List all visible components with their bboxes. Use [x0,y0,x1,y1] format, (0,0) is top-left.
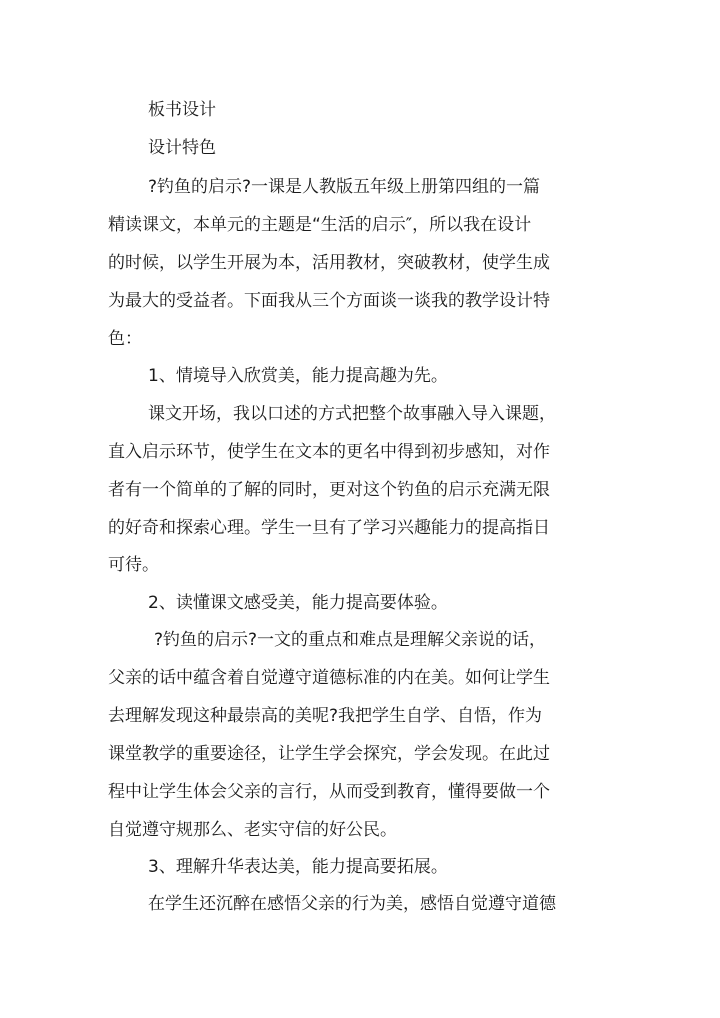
section-2-line: 父亲的话中蕴含着自觉遵守道德标准的内在美。如何让学生 [108,668,550,688]
section-1-line: 可待。 [108,555,159,575]
section-2-title: 2、读懂课文感受美，能力提高要体验。 [148,593,448,613]
section-2-line: 课堂教学的重要途径，让学生学会探究，学会发现。在此过 [108,744,550,764]
section-1-line: 的好奇和探索心理。学生一旦有了学习兴趣能力的提高指日 [108,518,550,538]
section-2-line: 程中让学生体会父亲的言行，从而受到教育，懂得要做一个 [108,782,550,802]
section-3-title: 3、理解升华表达美，能力提高要拓展。 [148,857,448,877]
intro-line: 精读课文，本单元的主题是“生活的启示″，所以我在设计 [108,215,532,235]
section-1-line: 课文开场，我以口述的方式把整个故事融入导入课题， [148,404,556,424]
heading-design-features: 设计特色 [148,138,216,158]
intro-line: 为最大的受益者。下面我从三个方面谈一谈我的教学设计特 [108,291,550,311]
intro-line: ?钓鱼的启示?一课是人教版五年级上册第四组的一篇 [148,177,541,197]
section-1-line: 直入启示环节，使学生在文本的更名中得到初步感知，对作 [108,442,550,462]
section-2-line: 自觉遵守规那么、老实守信的好公民。 [108,820,397,840]
heading-board-design: 板书设计 [148,100,216,120]
intro-line: 色： [108,329,142,349]
section-1-line: 者有一个简单的了解的同时，更对这个钓鱼的启示充满无限 [108,480,550,500]
section-2-line: ?钓鱼的启示?一文的重点和难点是理解父亲说的话， [154,630,547,650]
section-1-title: 1、情境导入欣赏美，能力提高趣为先。 [148,366,448,386]
intro-line: 的时候，以学生开展为本，活用教材，突破教材，使学生成 [108,253,550,273]
section-3-line: 在学生还沉醉在感悟父亲的行为美，感悟自觉遵守道德 [148,894,556,914]
section-2-line: 去理解发现这种最崇高的美呢?我把学生自学、自悟，作为 [108,706,543,726]
